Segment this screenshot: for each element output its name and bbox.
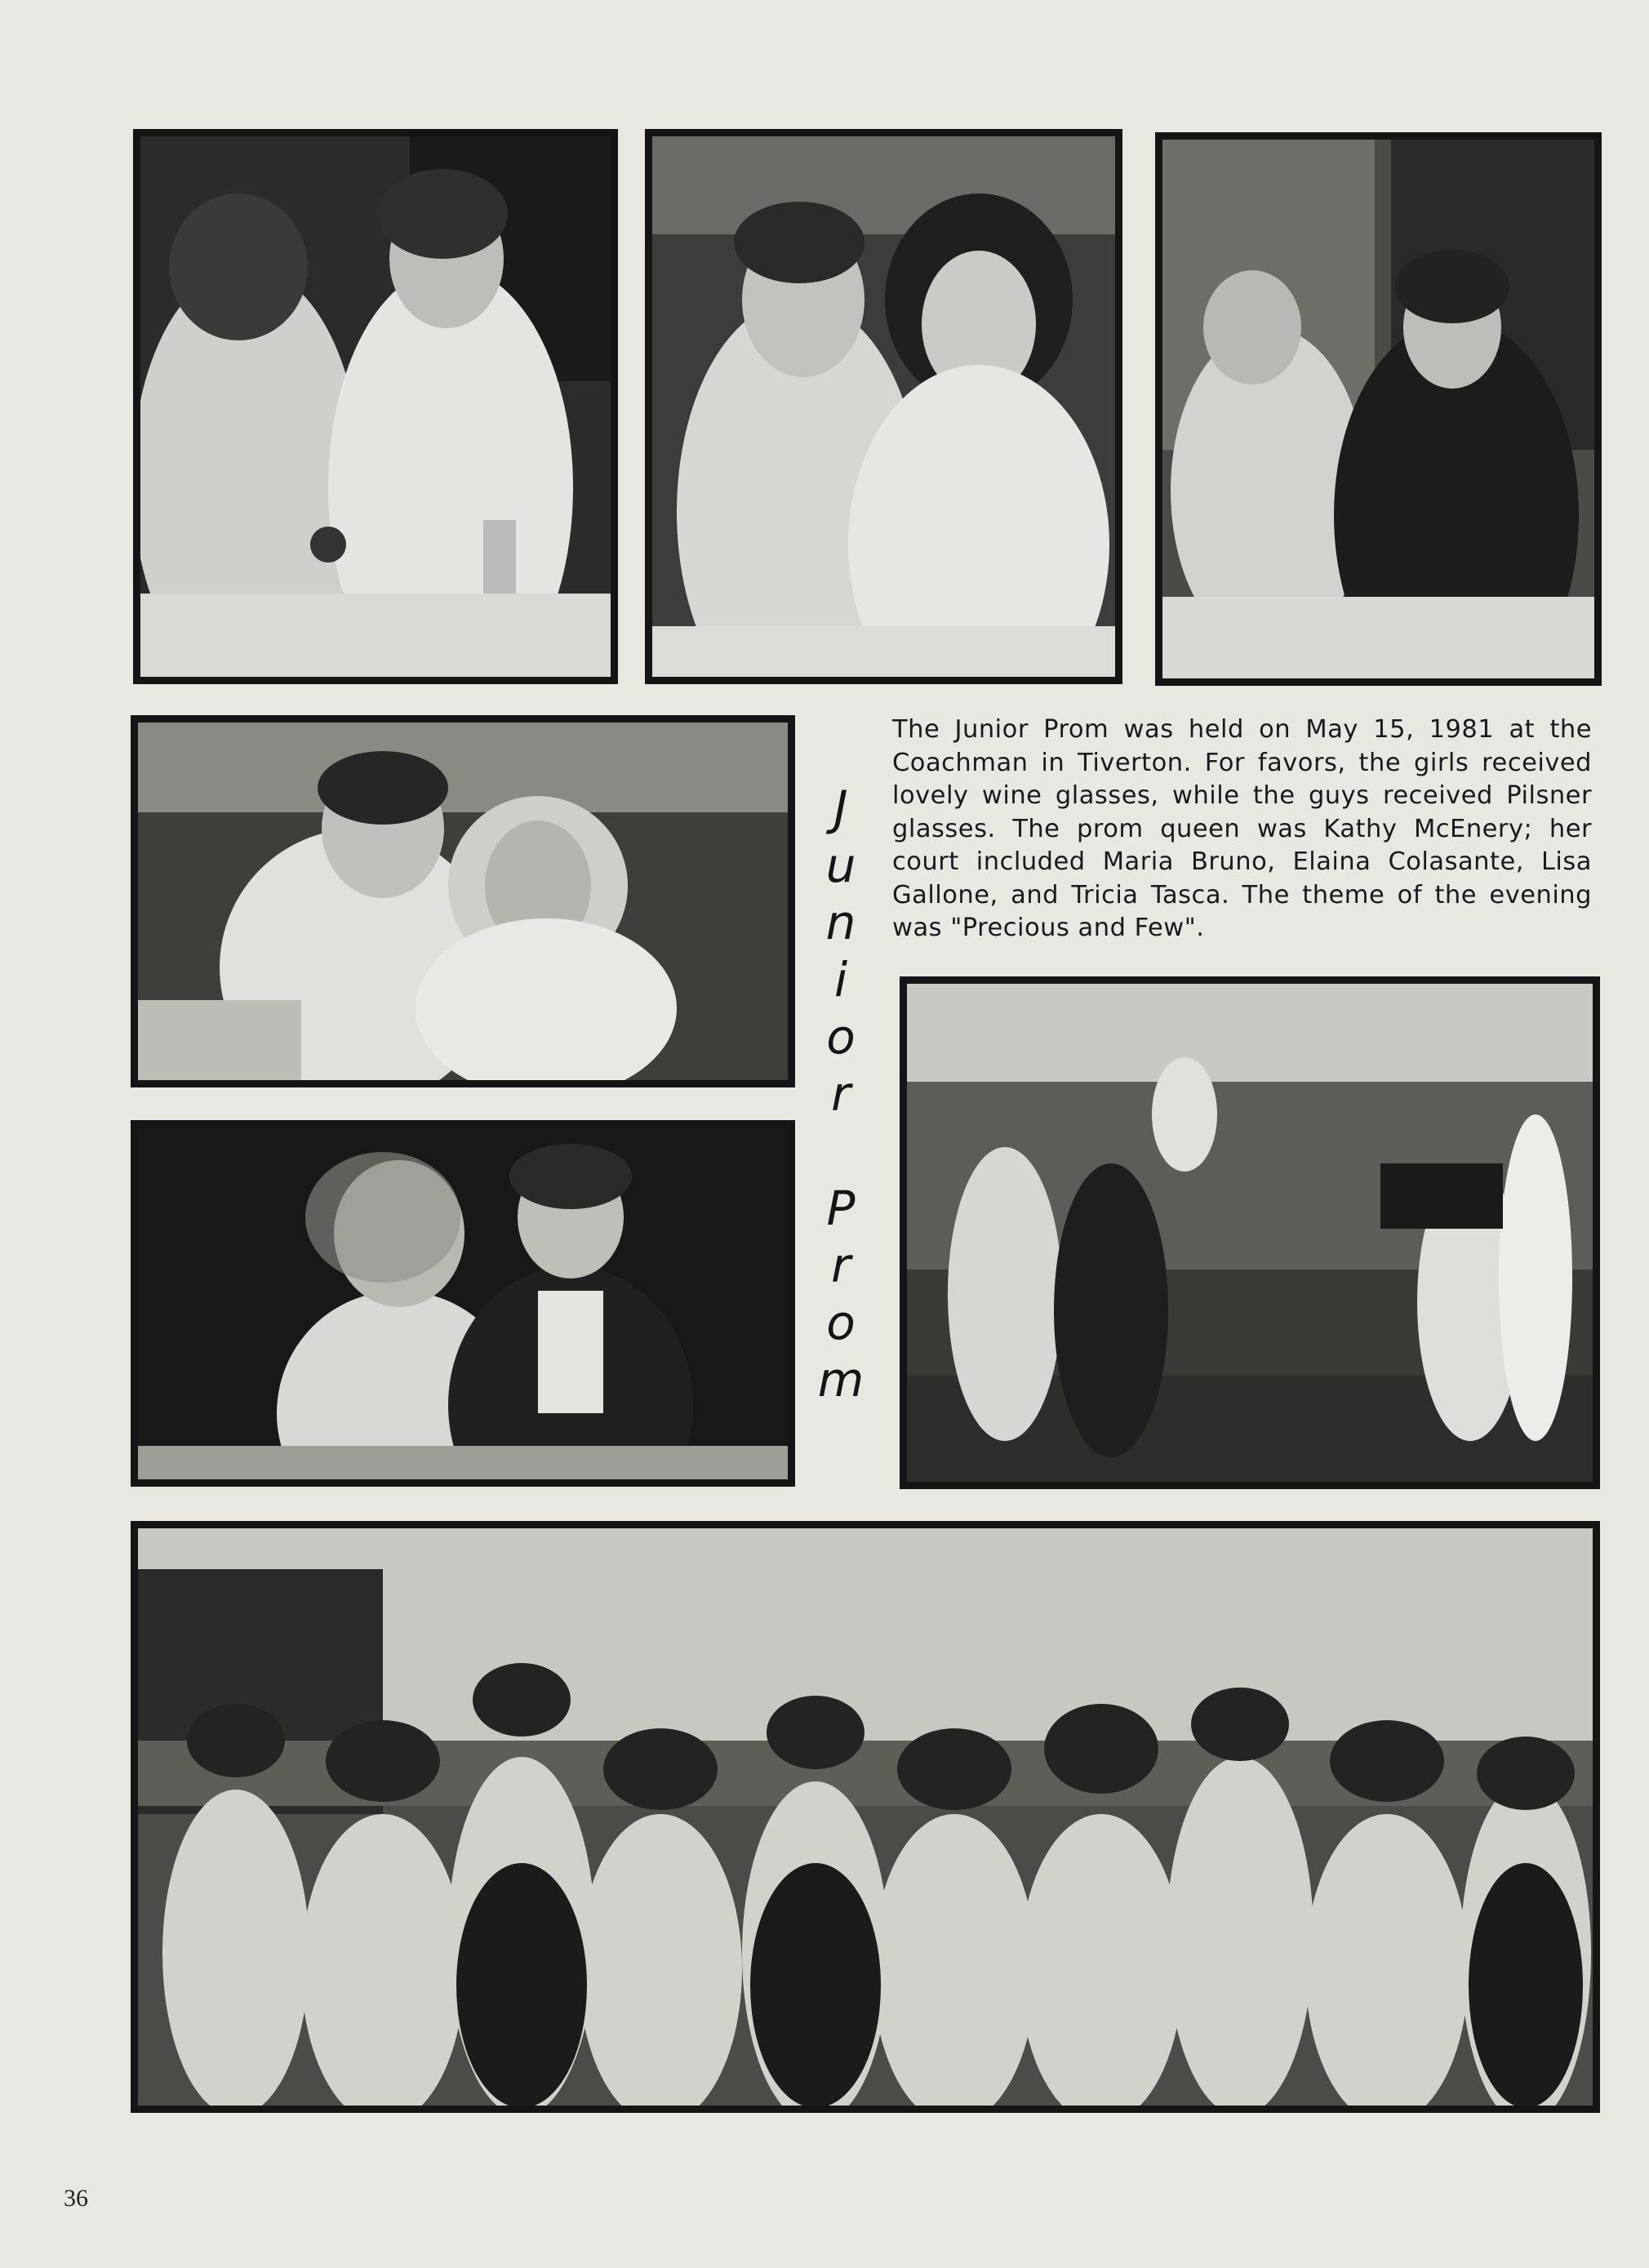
- photo-band-and-dancers: [900, 976, 1600, 1489]
- title-letter: m: [817, 1352, 865, 1407]
- photo-couple-dining-right: [1155, 132, 1602, 686]
- title-letter: P: [826, 1181, 856, 1236]
- title-letter: i: [833, 952, 848, 1007]
- photo-smiling-couple-center: [645, 129, 1122, 684]
- photo-couple-in-tuxedo: [131, 1120, 795, 1487]
- title-letter: o: [826, 1295, 856, 1350]
- title-letter: J: [833, 780, 848, 836]
- title-letter: r: [831, 1066, 851, 1122]
- photo-prom-court-group: [131, 1521, 1600, 2113]
- title-letter: o: [826, 1009, 856, 1065]
- title-letter: n: [825, 895, 856, 950]
- title-letter: r: [831, 1238, 851, 1293]
- page-number: 36: [64, 2185, 88, 2212]
- vertical-title: [812, 780, 869, 1408]
- photo-couple-at-table-middle-left: [131, 715, 795, 1087]
- article-caption: The Junior Prom was held on May 15, 1981 at the Coachman in Tiverton. For favors, the girls received lovely wine glasses, while the guys received Pilsner glasses. The prom queen was Kathy McEnery; her court included Maria Bruno, Elaina Colasante, Lisa Gallone, and Tricia Tasca. The theme of the evening was "Precious and Few".: [892, 715, 1592, 942]
- photo-couple-at-table-left: [133, 129, 618, 684]
- title-letter: u: [825, 838, 856, 893]
